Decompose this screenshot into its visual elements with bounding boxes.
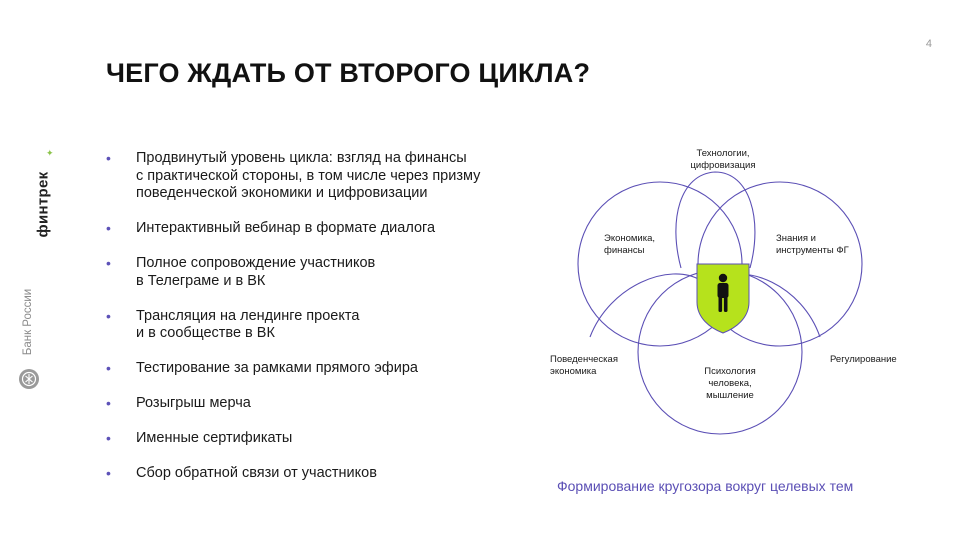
topic-diagram [540, 140, 940, 440]
bullet-icon: • [106, 255, 111, 271]
label-psychology: Психология человека, мышление [704, 366, 756, 401]
bullet-icon: • [106, 360, 111, 376]
list-item: • Именные сертификаты [106, 430, 293, 446]
label-economics: Экономика, финансы [604, 233, 656, 256]
bullet-list [106, 150, 526, 500]
bullet-icon: • [106, 430, 111, 446]
bullet-icon: • [106, 395, 111, 411]
list-item: • Сбор обратной связи от участников [106, 465, 377, 481]
bullet-icon: • [106, 150, 111, 166]
label-behavioral: Поведенческая экономика [550, 354, 618, 377]
bullet-icon: • [106, 307, 111, 324]
star-icon: ✦ [46, 148, 54, 158]
bullet-icon: • [106, 465, 111, 481]
label-knowledge: Знания и инструменты ФГ [776, 233, 849, 256]
bank-emblem-icon [18, 368, 40, 390]
label-regulation: Регулирование [830, 354, 897, 365]
list-item: • Тестирование за рамками прямого эфира [106, 360, 418, 376]
label-technology: Технологии, цифровизация [690, 148, 756, 171]
bank-of-russia-logo [12, 282, 48, 402]
diagram-caption: Формирование кругозора вокруг целевых тем [557, 478, 854, 494]
bank-wordmark: Банк России [22, 288, 34, 356]
bullet-icon: • [106, 220, 111, 236]
fintrek-logo [14, 148, 54, 260]
list-item: • Продвинутый уровень цикла: взгляд на финансы с практической стороны, в том числе через призму поведенческой экономики и цифровизации [106, 150, 481, 201]
arc-technology [676, 172, 755, 268]
slide-title: ЧЕГО ЖДАТЬ ОТ ВТОРОГО ЦИКЛА? [106, 58, 591, 88]
list-item: • Интерактивный вебинар в формате диалога [106, 220, 436, 236]
list-item: • Полное сопровождение участников в Телеграме и в ВК [106, 255, 376, 289]
list-item: • Розыгрыш мерча [106, 395, 251, 411]
fintrek-wordmark: финтрек [34, 171, 52, 238]
page-number: 4 [925, 38, 932, 50]
list-item: • Трансляция на лендинге проекта и в сообществе в ВК [106, 307, 360, 341]
arc-behavioral [590, 274, 700, 337]
